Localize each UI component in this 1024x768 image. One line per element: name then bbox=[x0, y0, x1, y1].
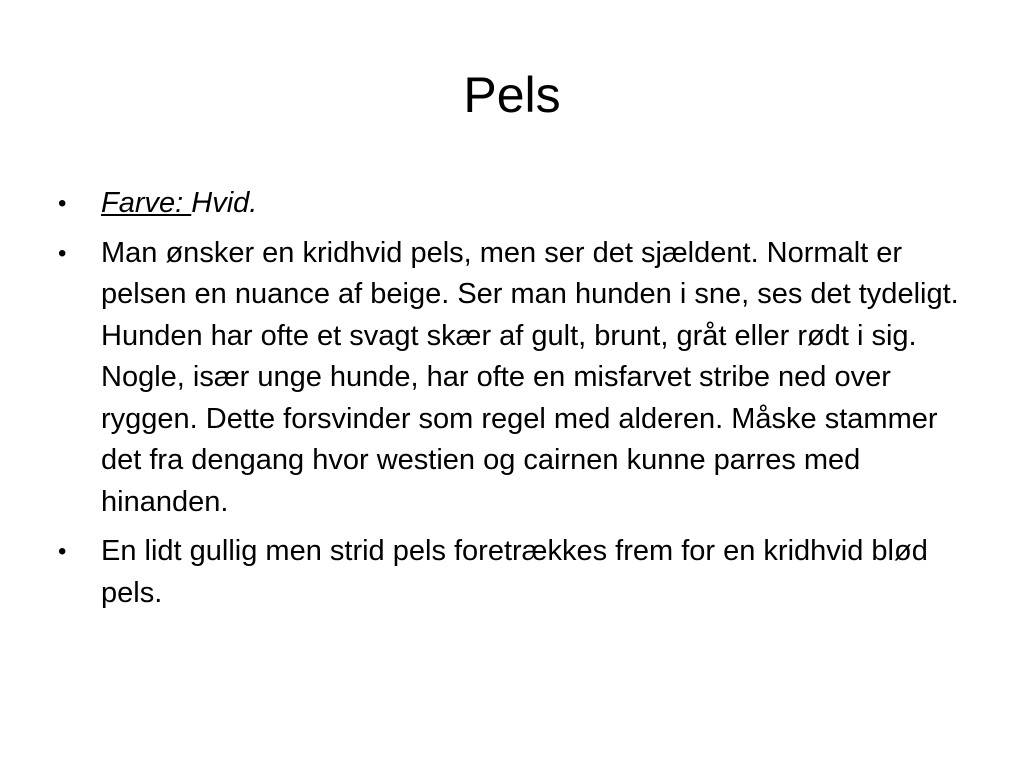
bullet-dot: • bbox=[58, 190, 67, 217]
bullet-item-preference bbox=[58, 531, 978, 614]
preference-text: En lidt gullig men strid pels foretrækkes frem for en kridhvid blød pels. bbox=[101, 535, 928, 609]
farve-value: Hvid. bbox=[191, 187, 258, 219]
bullet-dot: • bbox=[58, 538, 67, 565]
bullet-list bbox=[58, 183, 978, 622]
farve-label: Farve: bbox=[101, 187, 192, 219]
bullet-item-farve bbox=[58, 183, 978, 225]
bullet-item-description bbox=[58, 233, 978, 524]
description-text: Man ønsker en kridhvid pels, men ser det sjældent. Normalt er pelsen en nuance af beige. Ser man hunden i sne, ses det tydeligt. Hunden har ofte et svagt skær af gult, brunt, gråt eller rødt i sig. Nogle, især unge hunde, har ofte en misfarvet stribe ned over ryggen. Dette forsvinder som regel med alderen. Måske stammer det fra dengang hvor westien og cairnen kunne parres med hinanden. bbox=[101, 236, 959, 518]
slide-title: Pels bbox=[463, 67, 561, 123]
bullet-dot: • bbox=[58, 239, 67, 267]
